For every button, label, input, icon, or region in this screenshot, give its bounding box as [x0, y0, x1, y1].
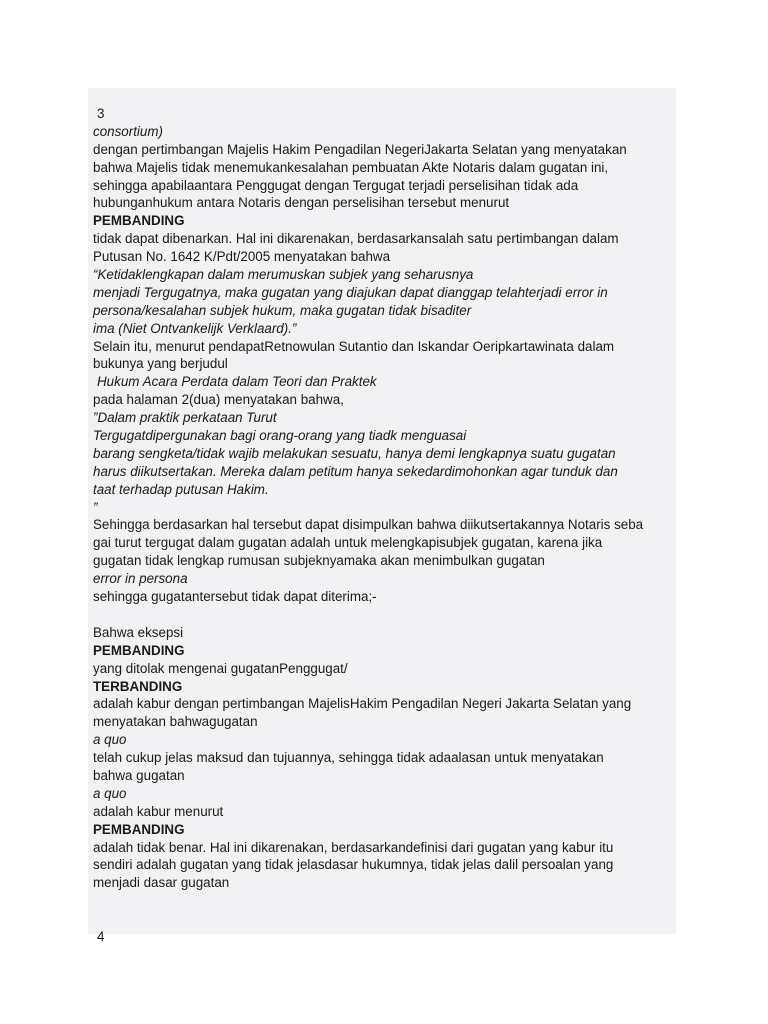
text-line: menyatakan bahwagugatan	[93, 714, 258, 730]
text-line: bukunya yang berjudul	[93, 356, 228, 372]
text-line: ”Dalam praktik perkataan Turut	[93, 410, 277, 426]
text-line: consortium)	[93, 123, 163, 139]
party-heading: TERBANDING	[93, 678, 183, 694]
paragraph-gap	[93, 606, 676, 624]
text-line: harus diikutsertakan. Mereka dalam petitum hanya sekedardimohonkan agar tunduk dan	[93, 463, 618, 479]
text-line: telah cukup jelas maksud dan tujuannya, sehingga tidak adaalasan untuk menyatakan	[93, 750, 604, 766]
text-line: Bahwa eksepsi	[93, 624, 184, 640]
text-line: ima (Niet Ontvankelijk Verklaard).”	[93, 320, 297, 336]
document-body	[93, 123, 676, 892]
text-line: Sehingga berdasarkan hal tersebut dapat disimpulkan bahwa diikutsertakannya Notaris seba	[93, 517, 644, 533]
text-line: “Ketidaklengkapan dalam merumuskan subjek yang seharusnya	[93, 267, 474, 283]
text-line: Selain itu, menurut pendapatRetnowulan Sutantio dan Iskandar Oeripkartawinata dalam	[93, 338, 615, 354]
party-heading: PEMBANDING	[93, 821, 185, 837]
text-line: pada halaman 2(dua) menyatakan bahwa,	[93, 392, 344, 408]
text-line: bahwa Majelis tidak menemukankesalahan pembuatan Akte Notaris dalam gugatan ini,	[93, 159, 609, 175]
text-line: ”	[93, 499, 98, 515]
text-line: sehingga gugatantersebut tidak dapat diterima;-	[93, 589, 377, 605]
page-number-top: 3	[97, 106, 105, 121]
text-line: Hukum Acara Perdata dalam Teori dan Praktek	[97, 374, 377, 390]
text-line: sendiri adalah gugatan yang tidak jelasdasar hukumnya, tidak jelas dalil persoalan yang	[93, 857, 614, 873]
text-line: menjadi dasar gugatan	[93, 875, 230, 891]
text-line: menjadi Tergugatnya, maka gugatan yang diajukan dapat dianggap telahterjadi error in	[93, 284, 608, 300]
text-line: dengan pertimbangan Majelis Hakim Pengadilan NegeriJakarta Selatan yang menyatakan	[93, 141, 627, 157]
text-line: adalah tidak benar. Hal ini dikarenakan, berdasarkandefinisi dari gugatan yang kabur itu	[93, 839, 614, 855]
text-line: yang ditolak mengenai gugatanPenggugat/	[93, 660, 348, 676]
text-line: sehingga apabilaantara Penggugat dengan Tergugat terjadi perselisihan tidak ada	[93, 177, 579, 193]
text-line: persona/kesalahan subjek hukum, maka gugatan tidak bisaditer	[93, 302, 472, 318]
party-heading: PEMBANDING	[93, 642, 185, 658]
text-line: Tergugatdipergunakan bagi orang-orang yang tiadk menguasai	[93, 428, 467, 444]
text-line: adalah kabur menurut	[93, 803, 224, 819]
text-line: tidak dapat dibenarkan. Hal ini dikarenakan, berdasarkansalah satu pertimbangan dalam	[93, 231, 619, 247]
text-line: a quo	[93, 785, 127, 801]
page-number-bottom: 4	[97, 928, 105, 944]
text-line: gai turut tergugat dalam gugatan adalah untuk melengkapisubjek gugatan, karena jika	[93, 535, 603, 551]
text-line: Putusan No. 1642 K/Pdt/2005 menyatakan bahwa	[93, 249, 391, 265]
text-line: adalah kabur dengan pertimbangan MajelisHakim Pengadilan Negeri Jakarta Selatan yang	[93, 696, 632, 712]
text-line: bahwa gugatan	[93, 767, 185, 783]
text-line: barang sengketa/tidak wajib melakukan sesuatu, hanya demi lengkapnya suatu gugatan	[93, 445, 616, 461]
text-line: taat terhadap putusan Hakim.	[93, 481, 269, 497]
text-line: hubunganhukum antara Notaris dengan perselisihan tersebut menurut	[93, 195, 510, 211]
party-heading: PEMBANDING	[93, 213, 185, 229]
document-page	[88, 88, 676, 944]
text-line: gugatan tidak lengkap rumusan subjeknyamaka akan menimbulkan gugatan	[93, 553, 545, 569]
text-line: error in persona	[93, 571, 188, 587]
text-line: a quo	[93, 732, 127, 748]
